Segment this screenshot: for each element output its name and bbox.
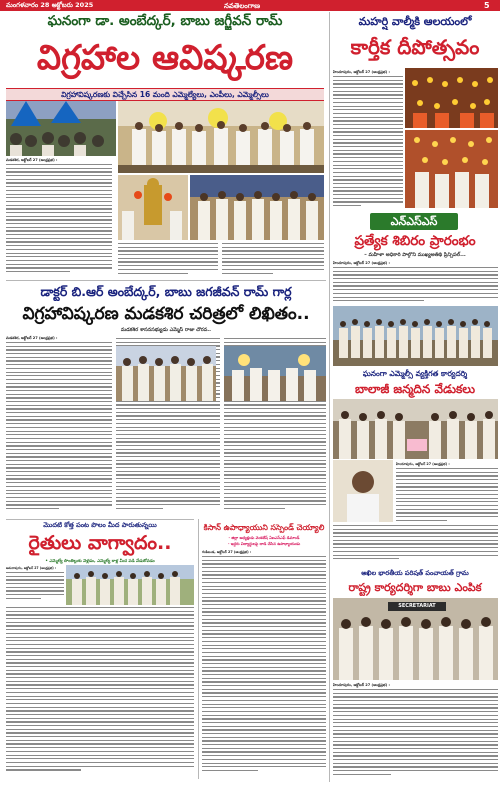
- kartika-body: [333, 76, 403, 210]
- statue-headline-2: విగ్రహావిష్కరణ మడకశిర చరిత్రలో లిఖితం..: [22, 304, 310, 324]
- statue-photo-2: [224, 346, 326, 401]
- lead-body-col1: [6, 164, 112, 277]
- district-dateline: హిందూపురం, అక్టోబర్ 27 (ఆంధ్రప్రభ) :: [333, 683, 390, 687]
- kisan-subhead-2: - ఇద్దరు విద్యార్థులపై దాడి చేసిన ఉపాధ్యాయుడు: [227, 541, 301, 546]
- kartika-photo-temple: [405, 130, 498, 208]
- farmers-body-1: [6, 572, 64, 604]
- balaji-headline: బాలాజీ జన్మదిన వేడుకలు: [355, 382, 475, 396]
- nss-photo-students: [333, 306, 498, 366]
- lead-dateline: మడకశిర, అక్టోబర్ 27 (ఆంధ్రప్రభ) :: [6, 158, 58, 162]
- district-kicker: అఖిల భారతీయ పరిషత్ పంచాయత్ గ్రామ: [361, 569, 469, 577]
- masthead: నవతెలంగాణ: [224, 1, 261, 10]
- balaji-dateline: హిందూపురం, అక్టోబర్ 27 (ఆంధ్రప్రభ) :: [396, 462, 450, 466]
- nss-badge: ఎన్ఎస్ఎస్: [390, 215, 438, 228]
- photo-banner-text: SECRETARIAT: [398, 603, 436, 609]
- kisan-dateline: గుడిబండ, అక్టోబర్ 27 (ఆంధ్రప్రభ) :: [202, 550, 252, 554]
- balaji-body-2: [333, 525, 498, 563]
- statue-dateline: మడకశిర, అక్టోబర్ 27 (ఆంధ్రప్రభ) :: [6, 336, 58, 340]
- farmers-headline: రైతులు వాగ్వాదం..: [28, 532, 172, 554]
- kisan-body: [202, 556, 326, 778]
- farmers-photo: [66, 565, 194, 605]
- lead-headline: విగ్రహాల ఆవిష్కరణ: [36, 38, 294, 78]
- nss-dateline: హిందూపురం, అక్టోబర్ 27 (ఆంధ్రప్రభ) :: [333, 261, 390, 265]
- statue-photo-1: [116, 346, 216, 401]
- district-body: [333, 689, 498, 779]
- lead-body-col2: [118, 243, 218, 278]
- lead-body-col3: [222, 243, 324, 278]
- balaji-photo-cake: [333, 399, 498, 459]
- kartika-dateline: హిందూపురం, అక్టోబర్ 27 (ఆంధ్రప్రభ) :: [333, 70, 390, 74]
- kartika-headline: కార్తీక దీపోత్సవం: [350, 35, 480, 59]
- nss-body: [333, 267, 498, 305]
- district-headline: రాష్ట్ర కార్యదర్శిగా బాబు ఎంపిక: [348, 581, 482, 594]
- column-divider: [329, 12, 330, 782]
- farmers-body-2: [6, 607, 194, 777]
- farmers-dateline: అమరాపురం, అక్టోబర్ 27 (ఆంధ్రప్రభ) :: [6, 566, 57, 570]
- lead-kicker: ఘనంగా డా. అంబేద్కర్, బాబు జగ్జీవన్ రామ్: [47, 13, 283, 29]
- page-number: 5: [484, 1, 490, 10]
- lead-subhead: విగ్రహావిష్కరణకు విచ్చేసిన 16 మంది ఎమ్మెల్యేలు, ఎంపీలు, ఎమ్మెల్సీలు: [61, 90, 269, 99]
- balaji-photo-portrait: [333, 460, 393, 522]
- farmers-subhead: • ఎమ్మెల్యే సొంతిల్లుకు వెళ్లడం, ఎమ్మెల్యే కాళ్ల మీద పడి వేడుకోవడం: [45, 558, 155, 563]
- header-date: మంగళవారం 28 అక్టోబరు 2025: [6, 1, 94, 9]
- lead-photo-crowd: [6, 101, 116, 156]
- nss-byline: – మహిళా అధికారి పాల్గొని ముఖ్యఅతిథి ప్రిన్సిపల్...: [364, 252, 466, 258]
- farmers-kicker: మొదటి కోత్త పంట పొలం మీద పారుతున్నయి: [43, 521, 157, 529]
- balaji-body-1: [396, 468, 498, 522]
- kartika-photo-diyas: [405, 68, 498, 128]
- district-photo: [333, 598, 498, 680]
- section-divider-3: [198, 519, 199, 779]
- lead-photo-stage: [190, 175, 324, 240]
- lead-photo-leaders: [118, 101, 324, 173]
- kartika-kicker: మహర్షి వాల్మీకి ఆలయంలో: [358, 15, 472, 28]
- kisan-subhead-1: - జిల్లా అధ్యక్షుడు వెంకటేష్ ఏఐఎస్ఎఫ్ డిమాండ్: [228, 535, 300, 540]
- balaji-kicker: ఘనంగా ఎమ్మెల్సీ వ్యక్తిగత కార్యదర్శి: [362, 369, 468, 378]
- lead-photo-statue: [118, 175, 188, 240]
- nss-headline: ప్రత్యేక శిబిరం ప్రారంభం: [354, 233, 476, 249]
- statue-body-col1: [6, 342, 112, 516]
- statue-subhead: మడకశిర శాసనసభ్యుడు ఎమ్మెస్ రాజు చొరవ..: [120, 327, 212, 333]
- section-divider-1: [6, 280, 326, 281]
- kisan-headline: కిసాన్ ఉపాధ్యాయుని సస్పెండ్ చెయ్యాలి: [203, 523, 325, 532]
- statue-headline-1: డాక్టర్ బి.ఆర్ అంబేద్కర్, బాబు జగజీవన్ రామ్ గార్ల: [40, 284, 292, 299]
